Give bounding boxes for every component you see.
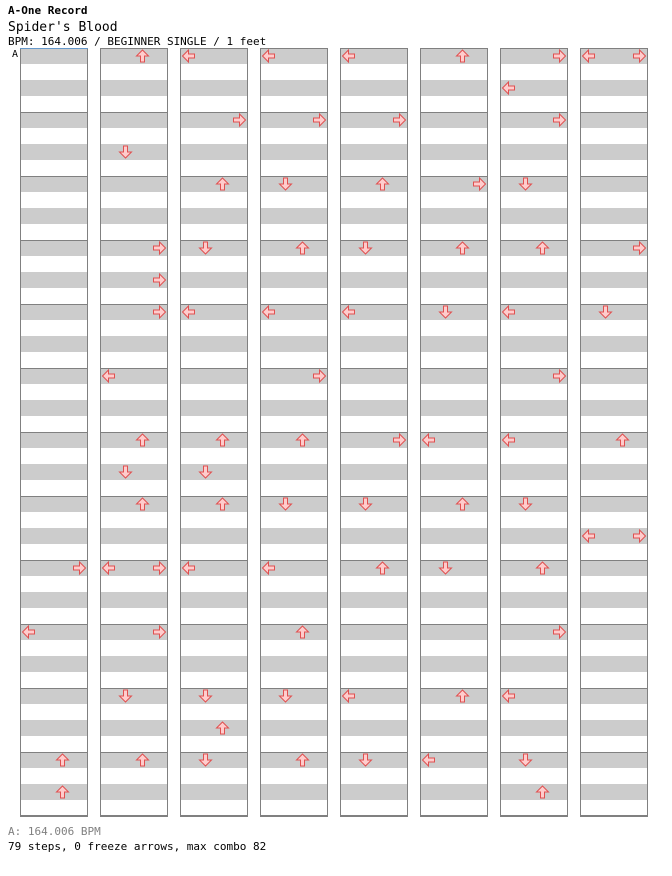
beat-band: [580, 144, 648, 160]
beat-band: [420, 528, 488, 544]
beat-band: [100, 688, 168, 704]
beat-band: [420, 784, 488, 800]
beat-band: [20, 208, 88, 224]
beat-band: [100, 656, 168, 672]
beat-band: [20, 688, 88, 704]
song-title: Spider's Blood: [8, 20, 118, 35]
beat-band: [260, 496, 328, 512]
beat-band: [100, 144, 168, 160]
beat-band: [20, 336, 88, 352]
beat-band: [500, 592, 568, 608]
beat-band: [420, 80, 488, 96]
beat-band: [20, 80, 88, 96]
beat-band: [340, 176, 408, 192]
beat-band: [180, 240, 248, 256]
beat-band: [420, 400, 488, 416]
beat-band: [100, 80, 168, 96]
beat-band: [420, 272, 488, 288]
beat-band: [260, 432, 328, 448]
beat-band: [340, 592, 408, 608]
beat-band: [180, 528, 248, 544]
beat-band: [340, 528, 408, 544]
beat-band: [500, 336, 568, 352]
beat-band: [260, 272, 328, 288]
beat-band: [180, 752, 248, 768]
record-title: A-One Record: [8, 4, 88, 17]
beat-band: [180, 496, 248, 512]
beat-band: [500, 272, 568, 288]
beat-band: [260, 464, 328, 480]
beat-band: [500, 240, 568, 256]
beat-band: [580, 624, 648, 640]
bpm-marker-label: A: [12, 49, 19, 60]
beat-band: [580, 336, 648, 352]
beat-band: [340, 208, 408, 224]
beat-band: [20, 48, 88, 64]
beat-band: [340, 240, 408, 256]
beat-band: [180, 432, 248, 448]
beat-band: [420, 656, 488, 672]
beat-band: [100, 528, 168, 544]
beat-band: [20, 368, 88, 384]
beat-band: [580, 720, 648, 736]
beat-band: [260, 624, 328, 640]
beat-band: [20, 752, 88, 768]
beat-band: [260, 784, 328, 800]
beat-band: [420, 240, 488, 256]
beat-band: [180, 688, 248, 704]
beat-band: [500, 656, 568, 672]
beat-band: [340, 368, 408, 384]
beat-band: [340, 624, 408, 640]
beat-band: [260, 240, 328, 256]
beat-band: [420, 304, 488, 320]
beat-band: [500, 496, 568, 512]
beat-band: [340, 752, 408, 768]
beat-band: [180, 624, 248, 640]
beat-band: [420, 624, 488, 640]
beat-band: [20, 400, 88, 416]
beat-band: [260, 336, 328, 352]
beat-band: [180, 176, 248, 192]
beat-band: [420, 336, 488, 352]
beat-band: [20, 240, 88, 256]
beat-band: [100, 592, 168, 608]
beat-band: [180, 208, 248, 224]
beat-band: [580, 496, 648, 512]
beat-band: [20, 464, 88, 480]
beat-band: [580, 560, 648, 576]
beat-band: [500, 208, 568, 224]
beat-band: [180, 368, 248, 384]
beat-band: [180, 656, 248, 672]
beat-band: [420, 560, 488, 576]
beat-band: [260, 208, 328, 224]
beat-band: [180, 80, 248, 96]
beat-band: [180, 400, 248, 416]
beat-band: [260, 688, 328, 704]
beat-band: [20, 720, 88, 736]
beat-band: [580, 464, 648, 480]
beat-band: [580, 400, 648, 416]
beat-band: [180, 464, 248, 480]
bpm-summary: A: 164.006 BPM: [8, 825, 101, 838]
beat-band: [580, 176, 648, 192]
beat-band: [100, 784, 168, 800]
beat-band: [340, 272, 408, 288]
beat-band: [20, 432, 88, 448]
beat-band: [500, 144, 568, 160]
beat-band: [20, 784, 88, 800]
beat-band: [260, 400, 328, 416]
beat-band: [20, 112, 88, 128]
beat-band: [100, 336, 168, 352]
beat-band: [20, 304, 88, 320]
beat-band: [20, 272, 88, 288]
beat-band: [580, 752, 648, 768]
beat-band: [180, 144, 248, 160]
beat-band: [500, 752, 568, 768]
beat-band: [260, 80, 328, 96]
beat-band: [340, 784, 408, 800]
beat-band: [340, 496, 408, 512]
step-stats: 79 steps, 0 freeze arrows, max combo 82: [8, 840, 267, 853]
beat-band: [180, 720, 248, 736]
beat-band: [20, 656, 88, 672]
beat-band: [580, 368, 648, 384]
beat-band: [100, 432, 168, 448]
beat-band: [580, 592, 648, 608]
beat-band: [340, 656, 408, 672]
beat-band: [100, 112, 168, 128]
beat-band: [180, 272, 248, 288]
beat-band: [260, 656, 328, 672]
beat-band: [100, 752, 168, 768]
beat-band: [420, 368, 488, 384]
beat-band: [580, 112, 648, 128]
beat-band: [420, 688, 488, 704]
beat-band: [20, 144, 88, 160]
beat-band: [420, 48, 488, 64]
beat-band: [420, 144, 488, 160]
beat-band: [100, 176, 168, 192]
beat-band: [420, 496, 488, 512]
beat-band: [100, 496, 168, 512]
beat-band: [420, 464, 488, 480]
beat-band: [180, 592, 248, 608]
beat-band: [420, 208, 488, 224]
beat-band: [340, 400, 408, 416]
beat-band: [420, 592, 488, 608]
beat-band: [500, 528, 568, 544]
beat-band: [260, 752, 328, 768]
beat-band: [180, 336, 248, 352]
chart-info: BPM: 164.006 / BEGINNER SINGLE / 1 feet: [8, 35, 267, 48]
beat-band: [100, 720, 168, 736]
beat-band: [420, 720, 488, 736]
beat-band: [20, 592, 88, 608]
beat-band: [580, 432, 648, 448]
beat-band: [100, 208, 168, 224]
beat-band: [500, 176, 568, 192]
beat-band: [340, 560, 408, 576]
beat-band: [500, 560, 568, 576]
beat-band: [260, 176, 328, 192]
beat-band: [500, 784, 568, 800]
beat-band: [580, 656, 648, 672]
beat-band: [100, 464, 168, 480]
beat-band: [580, 784, 648, 800]
beat-band: [340, 80, 408, 96]
beat-band: [180, 784, 248, 800]
beat-band: [100, 48, 168, 64]
beat-band: [20, 496, 88, 512]
beat-band: [500, 464, 568, 480]
beat-band: [260, 144, 328, 160]
beat-band: [20, 528, 88, 544]
beat-band: [580, 272, 648, 288]
beat-band: [580, 688, 648, 704]
beat-band: [20, 176, 88, 192]
beat-band: [580, 80, 648, 96]
beat-band: [420, 112, 488, 128]
beat-band: [260, 528, 328, 544]
beat-band: [340, 144, 408, 160]
beat-band: [340, 464, 408, 480]
beat-band: [500, 720, 568, 736]
beat-band: [580, 208, 648, 224]
beat-band: [340, 336, 408, 352]
beat-band: [260, 720, 328, 736]
beat-band: [260, 592, 328, 608]
beat-band: [500, 400, 568, 416]
beat-band: [100, 400, 168, 416]
beat-band: [340, 720, 408, 736]
beat-band: [580, 304, 648, 320]
